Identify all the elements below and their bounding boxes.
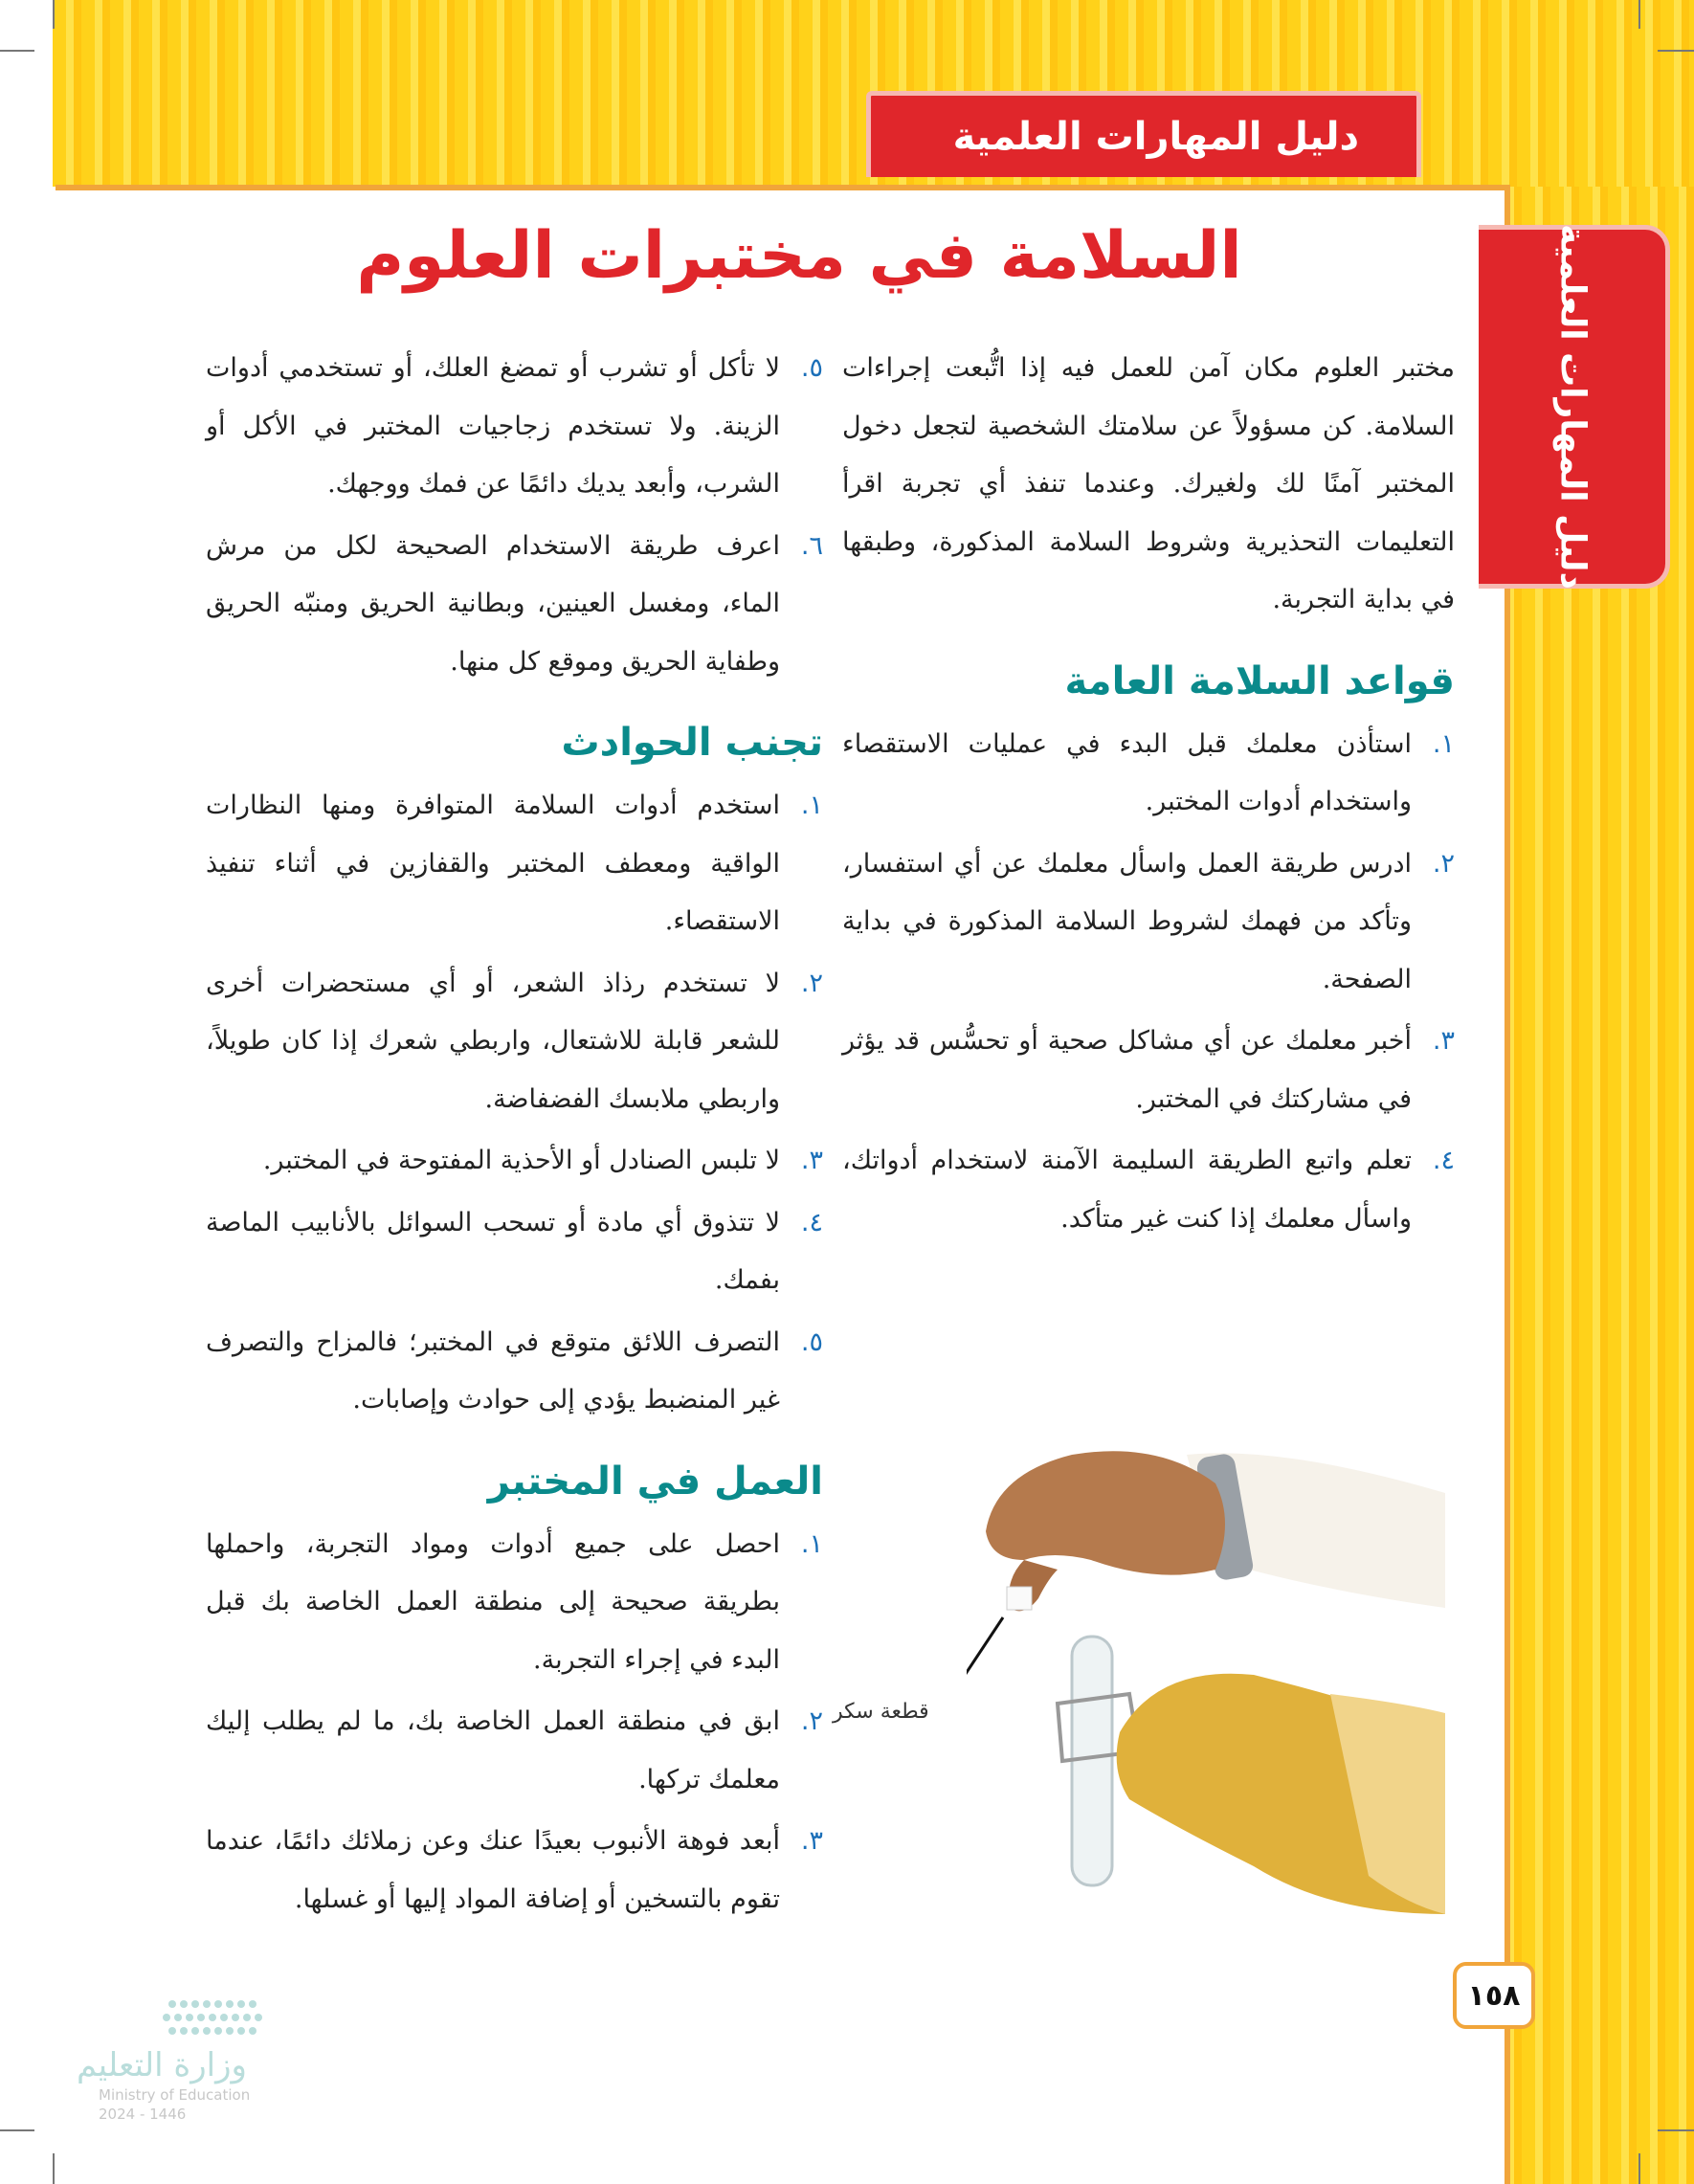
crop-mark [0, 50, 34, 52]
crop-mark [0, 2129, 34, 2131]
list-item: ١. استخدم أدوات السلامة المتوافرة ومنها النظارات الواقية ومعطف المختبر والقفازين في أثناء تنفيذ الاستقصاء. [206, 791, 823, 936]
crop-mark [1658, 2129, 1694, 2131]
lab-photo [967, 1416, 1445, 1933]
intro-paragraph: مختبر العلوم مكان آمن للعمل فيه إذا اتُّبعت إجراءات السلامة. كن مسؤولاً عن سلامتك الشخصية لتجعل دخول المختبر آمنًا لك ولغيرك. وعندما تنفذ أي تجربة اقرأ التعليمات التحذيرية وشروط السلامة المذكورة، وطبقها في بداية التجربة. [842, 353, 1455, 614]
list-item: ٥. لا تأكل أو تشرب أو تمضغ العلك، أو تستخدمي أدوات الزينة. ولا تستخدم زجاجيات المختبر في الأكل أو الشرب، وأبعد يديك دائمًا عن فمك ووجهك. [206, 353, 823, 499]
section-header-tab [866, 91, 1421, 177]
list-item: ٣. أخبر معلمك عن أي مشاكل صحية أو تحسُّس قد يؤثر في مشاركتك في المختبر. [842, 1026, 1455, 1114]
side-tab-label: دليل المهارات العلمية [1552, 224, 1592, 590]
side-tab [1479, 225, 1670, 589]
list-item: ٦. اعرف طريقة الاستخدام الصحيحة لكل من مرش الماء، ومغسل العينين، وبطانية الحريق ومنبّه الحريق وطفاية الحريق وموقع كل منها. [206, 530, 823, 677]
page-title: السلامة في مختبرات العلوم [356, 218, 1242, 294]
right-column [842, 340, 1455, 1252]
left-column [206, 340, 823, 1932]
logo-year-text: 2024 - 1446 [99, 2106, 187, 2123]
list-item: ٥. التصرف اللائق متوقع في المختبر؛ فالمزاح والتصرف غير المنضبط يؤدي إلى حوادث وإصابات. [206, 1326, 823, 1415]
list-item: ٢. ادرس طريقة العمل واسأل معلمك عن أي استفسار، وتأكد من فهمك لشروط السلامة المذكورة في بداية الصفحة. [842, 848, 1455, 994]
list-item: ٤. تعلم واتبع الطريقة السليمة الآمنة لاستخدام أدواتك، واسأل معلمك إذا كنت غير متأكد. [842, 1146, 1455, 1234]
avoid-accidents-heading: تجنب الحوادث [561, 721, 823, 765]
logo-arabic-text: وزارة التعليم [77, 2046, 247, 2084]
crop-mark [53, 0, 55, 29]
crop-mark [1658, 50, 1694, 52]
crop-mark [1638, 2153, 1640, 2184]
page-number: ١٥٨ [1453, 1962, 1535, 2029]
list-item: ٣. أبعد فوهة الأنبوب بعيدًا عنك وعن زملائك دائمًا، عندما تقوم بالتسخين أو إضافة المواد إليها أو غسلها. [206, 1826, 823, 1914]
page-margin [0, 0, 56, 2184]
crop-mark [1638, 0, 1640, 29]
list-item: ١. احصل على جميع أدوات ومواد التجربة، واحملها بطريقة صحيحة إلى منطقة العمل الخاصة بك قبل البدء في إجراء التجربة. [206, 1528, 823, 1675]
logo-english-text: Ministry of Education [99, 2086, 251, 2104]
list-item: ١. استأذن معلمك قبل البدء في عمليات الاستقصاء واستخدام أدوات المختبر. [842, 728, 1455, 816]
photo-caption: قطعة سكر [833, 1700, 929, 1724]
general-rules-heading: قواعد السلامة العامة [1064, 658, 1455, 703]
crop-mark [53, 2153, 55, 2184]
lab-work-heading: العمل في المختبر [487, 1459, 823, 1504]
list-item: ٢. ابق في منطقة العمل الخاصة بك، ما لم يطلب إليك معلمك تركها. [206, 1706, 823, 1794]
section-header-label: دليل المهارات العلمية [952, 114, 1359, 159]
list-item: ٣. لا تلبس الصنادل أو الأحذية المفتوحة في المختبر. [262, 1146, 823, 1175]
list-item: ٢. لا تستخدم رذاذ الشعر، أو أي مستحضرات أخرى للشعر قابلة للاشتعال، واربطي شعرك إذا كان طويلاً، واربطي ملابسك الفضفاضة. [206, 968, 823, 1114]
list-item: ٤. لا تتذوق أي مادة أو تسحب السوائل بالأنابيب الماصة بفمك. [206, 1207, 823, 1295]
